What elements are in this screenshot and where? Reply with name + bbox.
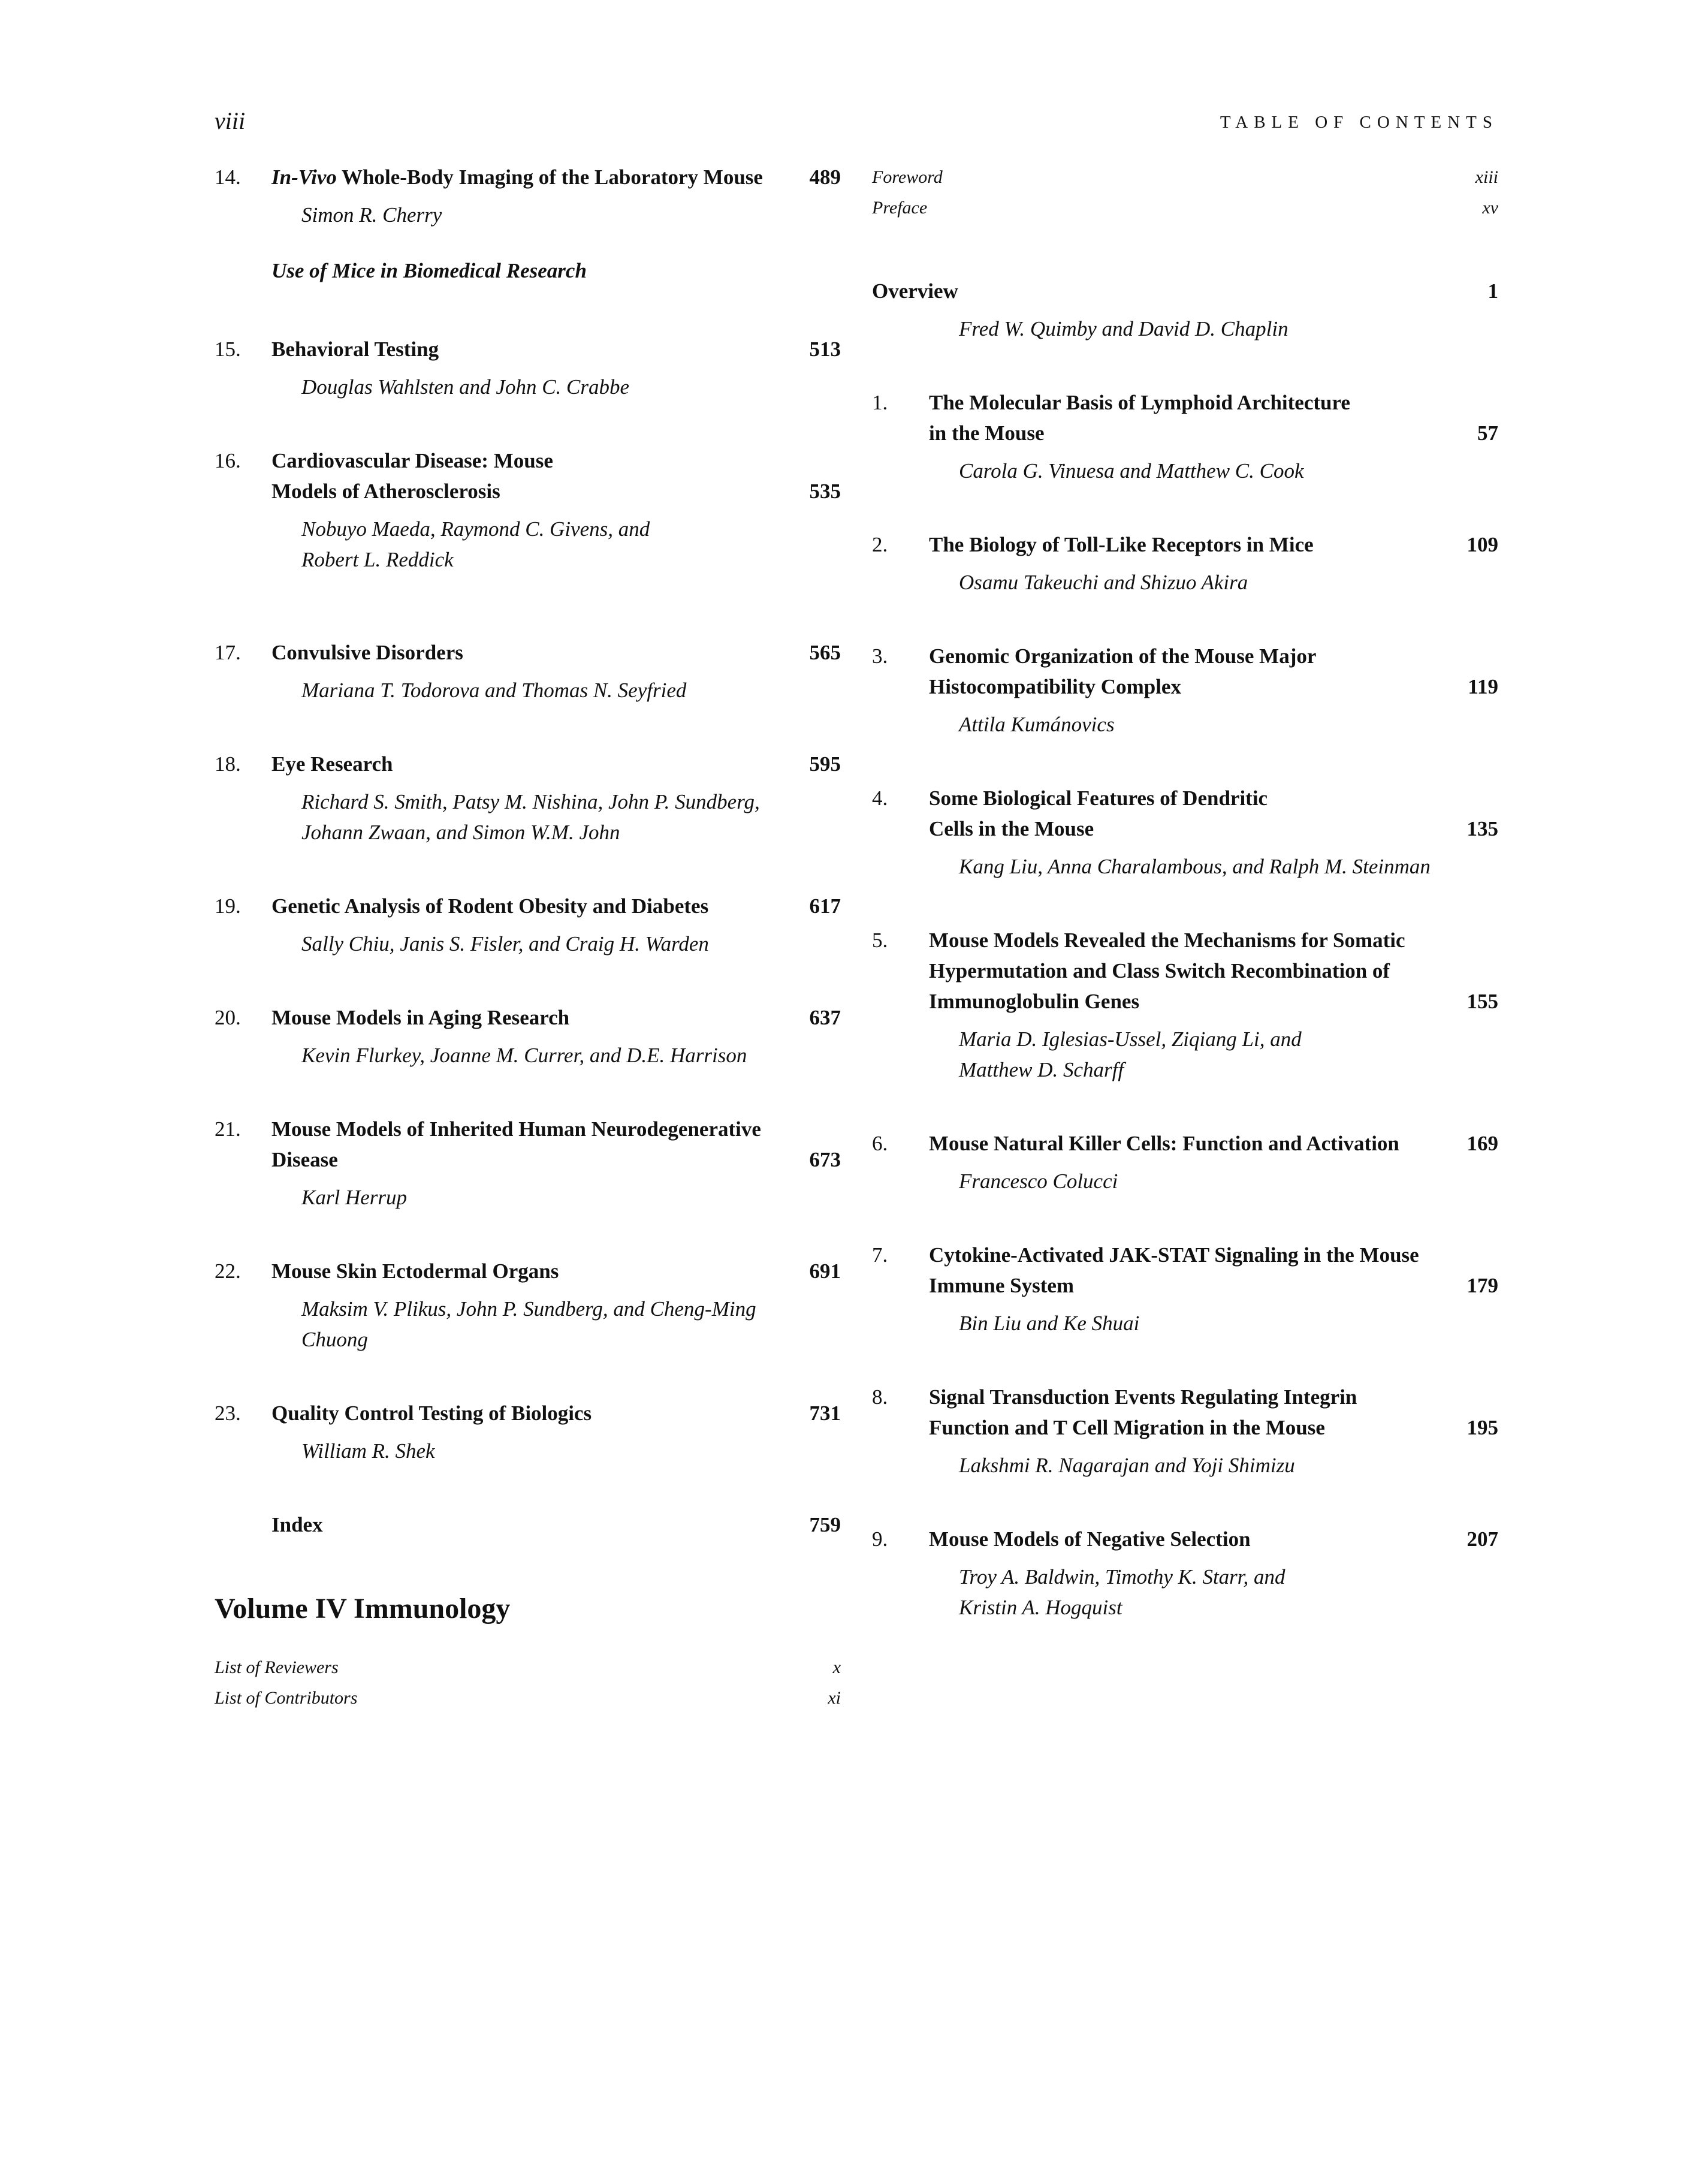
chapter-number: 5. bbox=[872, 929, 888, 952]
chapter-number: 3. bbox=[872, 644, 888, 668]
chapter-authors: Bin Liu and Ke Shuai bbox=[959, 1312, 1140, 1335]
chapter-title: Signal Transduction Events Regulating Integrin Function and T Cell Migration in the Mouse bbox=[929, 1385, 1357, 1439]
chapter-number: 16. bbox=[215, 449, 241, 472]
page-ref: 759 bbox=[809, 1513, 841, 1536]
page-ref: 109 bbox=[1466, 533, 1498, 556]
chapter-authors: Kang Liu, Anna Charalambous, and Ralph M. Steinman bbox=[959, 855, 1431, 878]
chapter-authors: Mariana T. Todorova and Thomas N. Seyfried bbox=[301, 679, 687, 702]
toc-entry-7[interactable] bbox=[872, 1240, 1498, 1339]
toc-entry-8[interactable] bbox=[872, 1382, 1498, 1481]
chapter-authors: Sally Chiu, Janis S. Fisler, and Craig H. Warden bbox=[301, 932, 709, 956]
chapter-authors: Lakshmi R. Nagarajan and Yoji Shimizu bbox=[959, 1454, 1295, 1477]
chapter-title: Convulsive Disorders bbox=[271, 641, 463, 664]
chapter-authors: Karl Herrup bbox=[301, 1186, 407, 1209]
front-matter-page: x bbox=[832, 1657, 841, 1677]
front-matter-item[interactable] bbox=[872, 192, 1498, 223]
chapter-title: Mouse Models Revealed the Mechanisms for Somatic Hypermutation and Class Switch Recombination of Immunoglobulin Genes bbox=[929, 929, 1405, 1013]
chapter-authors: Fred W. Quimby and David D. Chaplin bbox=[959, 317, 1288, 340]
page-ref: 155 bbox=[1466, 990, 1498, 1013]
front-matter-label: Foreword bbox=[872, 167, 943, 187]
toc-entry-index[interactable] bbox=[215, 1509, 841, 1540]
chapter-number: 23. bbox=[215, 1402, 241, 1425]
page-ref: 565 bbox=[809, 641, 841, 664]
page-ref: 195 bbox=[1466, 1416, 1498, 1439]
left-column bbox=[215, 162, 841, 1713]
front-matter bbox=[872, 162, 1498, 223]
page-ref: 135 bbox=[1466, 817, 1498, 840]
page-ref: 731 bbox=[809, 1402, 841, 1425]
chapter-authors: Douglas Wahlsten and John C. Crabbe bbox=[301, 375, 630, 399]
toc-entry-20[interactable] bbox=[215, 1002, 841, 1071]
chapter-number: 14. bbox=[215, 165, 241, 189]
front-matter-page: xiii bbox=[1475, 167, 1498, 187]
page-ref: 119 bbox=[1468, 675, 1498, 698]
chapter-title: Mouse Models in Aging Research bbox=[271, 1006, 570, 1029]
chapter-authors: Osamu Takeuchi and Shizuo Akira bbox=[959, 571, 1248, 594]
page-ref: 637 bbox=[809, 1006, 841, 1029]
toc-entry-21[interactable] bbox=[215, 1114, 841, 1213]
chapter-title: Eye Research bbox=[271, 752, 393, 776]
chapter-number: 4. bbox=[872, 786, 888, 810]
chapter-authors: Francesco Colucci bbox=[959, 1170, 1118, 1193]
page-ref: 535 bbox=[809, 480, 841, 503]
chapter-authors: William R. Shek bbox=[301, 1439, 435, 1463]
page-ref: 57 bbox=[1477, 421, 1498, 445]
chapter-title: Genomic Organization of the Mouse Major Histocompatibility Complex bbox=[929, 644, 1317, 698]
chapter-number: 9. bbox=[872, 1527, 888, 1551]
toc-entry-5[interactable] bbox=[872, 925, 1498, 1085]
chapter-title: Behavioral Testing bbox=[271, 337, 439, 361]
front-matter-item[interactable] bbox=[872, 162, 1498, 192]
chapter-number: 15. bbox=[215, 337, 241, 361]
chapter-title: Mouse Natural Killer Cells: Function and Activation bbox=[929, 1132, 1399, 1155]
chapter-number: 17. bbox=[215, 641, 241, 664]
chapter-title: Some Biological Features of Dendritic Cells in the Mouse bbox=[929, 786, 1268, 840]
toc-entry-17[interactable] bbox=[215, 637, 841, 706]
chapter-title: In-Vivo Whole-Body Imaging of the Laboratory Mouse bbox=[271, 165, 763, 189]
front-matter-page: xv bbox=[1482, 198, 1498, 218]
front-matter-label: List of Contributors bbox=[215, 1688, 358, 1708]
toc-entry-2[interactable] bbox=[872, 529, 1498, 598]
chapter-title: Genetic Analysis of Rodent Obesity and Diabetes bbox=[271, 894, 709, 918]
toc-entry-18[interactable] bbox=[215, 749, 841, 848]
chapter-authors: Richard S. Smith, Patsy M. Nishina, John P. Sundberg, Johann Zwaan, and Simon W.M. John bbox=[301, 790, 760, 844]
toc-entry-1[interactable] bbox=[872, 387, 1498, 486]
chapter-title: Cytokine-Activated JAK-STAT Signaling in the Mouse Immune System bbox=[929, 1243, 1419, 1297]
chapter-authors: Attila Kumánovics bbox=[959, 713, 1115, 736]
chapter-title: Cardiovascular Disease: Mouse Models of Atherosclerosis bbox=[271, 449, 553, 503]
chapter-authors: Troy A. Baldwin, Timothy K. Starr, and Kristin A. Hogquist bbox=[959, 1565, 1285, 1619]
front-matter-item[interactable] bbox=[215, 1652, 841, 1683]
chapter-number: 19. bbox=[215, 894, 241, 918]
page-ref: 673 bbox=[809, 1148, 841, 1171]
page-number: viii bbox=[215, 107, 246, 134]
chapter-number: 2. bbox=[872, 533, 888, 556]
chapter-number: 20. bbox=[215, 1006, 241, 1029]
page-ref: 489 bbox=[809, 165, 841, 189]
toc-entry-22[interactable] bbox=[215, 1256, 841, 1355]
chapter-title: The Molecular Basis of Lymphoid Architecture in the Mouse bbox=[929, 391, 1350, 445]
chapter-title: The Biology of Toll-Like Receptors in Mice bbox=[929, 533, 1314, 556]
volume-front-matter bbox=[215, 1652, 841, 1713]
toc-entry-15[interactable] bbox=[215, 334, 841, 402]
chapter-title: Mouse Skin Ectodermal Organs bbox=[271, 1259, 559, 1283]
chapter-title: Overview bbox=[872, 279, 958, 303]
front-matter-label: List of Reviewers bbox=[215, 1657, 339, 1677]
chapter-number: 6. bbox=[872, 1132, 888, 1155]
page-ref: 513 bbox=[809, 337, 841, 361]
page-ref: 1 bbox=[1487, 279, 1498, 303]
toc-entry-14[interactable] bbox=[215, 162, 841, 230]
page-ref: 617 bbox=[809, 894, 841, 918]
chapter-authors: Simon R. Cherry bbox=[301, 203, 442, 227]
toc-entry-23[interactable] bbox=[215, 1398, 841, 1466]
front-matter-item[interactable] bbox=[215, 1683, 841, 1713]
toc-entry-4[interactable] bbox=[872, 783, 1498, 882]
chapter-number: 1. bbox=[872, 391, 888, 414]
toc-entry-overview[interactable] bbox=[872, 276, 1498, 344]
chapter-number: 22. bbox=[215, 1259, 241, 1283]
chapter-number: 18. bbox=[215, 752, 241, 776]
page-ref: 691 bbox=[809, 1259, 841, 1283]
toc-entry-3[interactable] bbox=[872, 641, 1498, 740]
chapter-authors: Nobuyo Maeda, Raymond C. Givens, and Robert L. Reddick bbox=[301, 517, 650, 571]
chapter-number: 21. bbox=[215, 1117, 241, 1141]
chapter-authors: Maria D. Iglesias-Ussel, Ziqiang Li, and Matthew D. Scharff bbox=[959, 1027, 1302, 1081]
page-ref: 595 bbox=[809, 752, 841, 776]
chapter-title: Quality Control Testing of Biologics bbox=[271, 1402, 592, 1425]
toc-entry-6[interactable] bbox=[872, 1128, 1498, 1196]
toc-entry-9[interactable] bbox=[872, 1524, 1498, 1623]
chapter-authors: Maksim V. Plikus, John P. Sundberg, and Cheng-Ming Chuong bbox=[301, 1297, 756, 1351]
page-ref: 179 bbox=[1466, 1274, 1498, 1297]
page-ref: 169 bbox=[1466, 1132, 1498, 1155]
toc-entry-16[interactable] bbox=[215, 445, 841, 575]
section-heading: Use of Mice in Biomedical Research bbox=[271, 259, 587, 282]
page-ref: 207 bbox=[1466, 1527, 1498, 1551]
index-title: Index bbox=[271, 1513, 323, 1536]
chapter-title: Mouse Models of Inherited Human Neurodegenerative Disease bbox=[271, 1117, 761, 1171]
chapter-title: Mouse Models of Negative Selection bbox=[929, 1527, 1251, 1551]
toc-entry-19[interactable] bbox=[215, 891, 841, 959]
chapter-authors: Carola G. Vinuesa and Matthew C. Cook bbox=[959, 459, 1304, 483]
chapter-number: 7. bbox=[872, 1243, 888, 1267]
front-matter-page: xi bbox=[828, 1688, 841, 1708]
volume-title: Volume IV Immunology bbox=[215, 1593, 511, 1624]
running-head: TABLE OF CONTENTS bbox=[1220, 113, 1498, 132]
right-column bbox=[872, 162, 1498, 1623]
chapter-number: 8. bbox=[872, 1385, 888, 1409]
front-matter-label: Preface bbox=[872, 198, 928, 218]
chapter-authors: Kevin Flurkey, Joanne M. Currer, and D.E. Harrison bbox=[301, 1044, 747, 1067]
